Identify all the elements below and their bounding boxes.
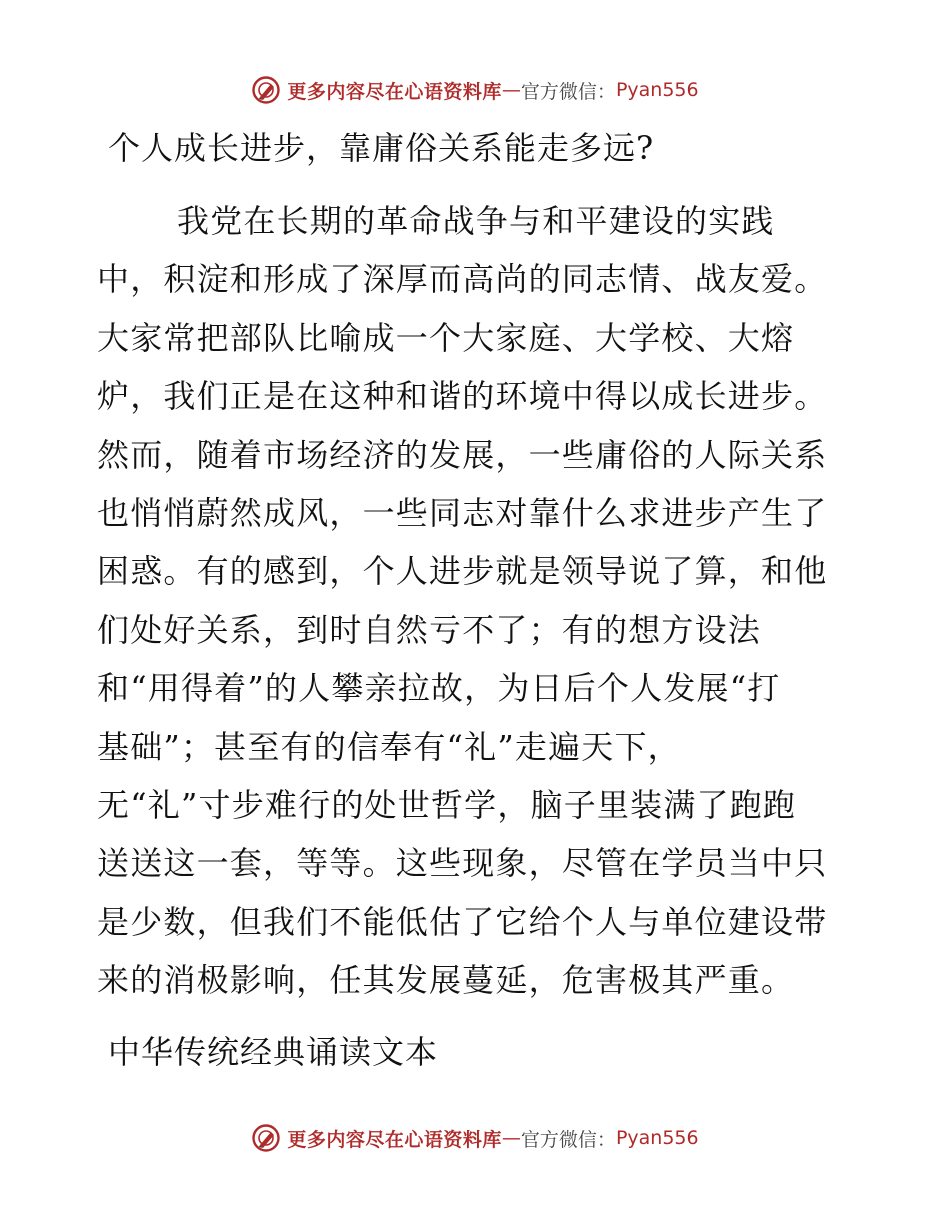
watermark-wechat-id: Pyan556 <box>615 79 699 101</box>
footer-title: 中华传统经典诵读文本 <box>108 1033 439 1071</box>
watermark-separator: — <box>501 1127 521 1149</box>
text-line: 大家常把部队比喻成一个大家庭、大学校、大熔 <box>97 318 795 357</box>
text-line: 也悄悄蔚然成风，一些同志对靠什么求进步产生了 <box>97 493 828 532</box>
text-line: 然而，随着市场经济的发展，一些庸俗的人际关系 <box>97 435 828 474</box>
text-line: 和“用得着”的人攀亲拉故，为日后个人发展“打 <box>97 669 781 708</box>
footer-watermark <box>0 1118 950 1158</box>
text-line: 炉，我们正是在这种和谐的环境中得以成长进步。 <box>97 377 828 416</box>
watermark-label: 官方微信： <box>520 1128 616 1151</box>
page-title: 个人成长进步，靠庸俗关系能走多远? <box>108 129 655 167</box>
body-paragraph <box>97 192 847 1009</box>
watermark-site-text: 更多内容尽在心语资料库 <box>287 80 502 103</box>
text-line: 基础”；甚至有的信奉有“礼”走遍天下， <box>97 727 681 766</box>
text-line: 是少数，但我们不能低估了它给个人与单位建设带 <box>97 902 828 941</box>
text-line: 送送这一套，等等。这些现象，尽管在学员当中只 <box>97 844 828 883</box>
text-line: 中，积淀和形成了深厚而高尚的同志情、战友爱。 <box>97 260 828 299</box>
watermark-label: 官方微信： <box>520 80 616 103</box>
text-line: 我党在长期的革命战争与和平建设的实践 <box>177 202 775 240</box>
watermark-site-text: 更多内容尽在心语资料库 <box>287 1128 502 1151</box>
text-line: 无“礼”寸步难行的处世哲学，脑子里装满了跑跑 <box>97 785 797 824</box>
watermark-separator: — <box>501 79 521 101</box>
watermark-wechat-id: Pyan556 <box>615 1127 699 1149</box>
header-watermark <box>0 70 950 110</box>
text-line: 来的消极影响，任其发展蔓延，危害极其严重。 <box>97 961 795 1000</box>
text-line: 们处好关系，到时自然亏不了；有的想方设法 <box>97 610 762 649</box>
pen-logo-icon <box>251 1123 281 1153</box>
pen-logo-icon <box>251 75 281 105</box>
text-line: 困惑。有的感到，个人进步就是领导说了算，和他 <box>97 552 828 591</box>
